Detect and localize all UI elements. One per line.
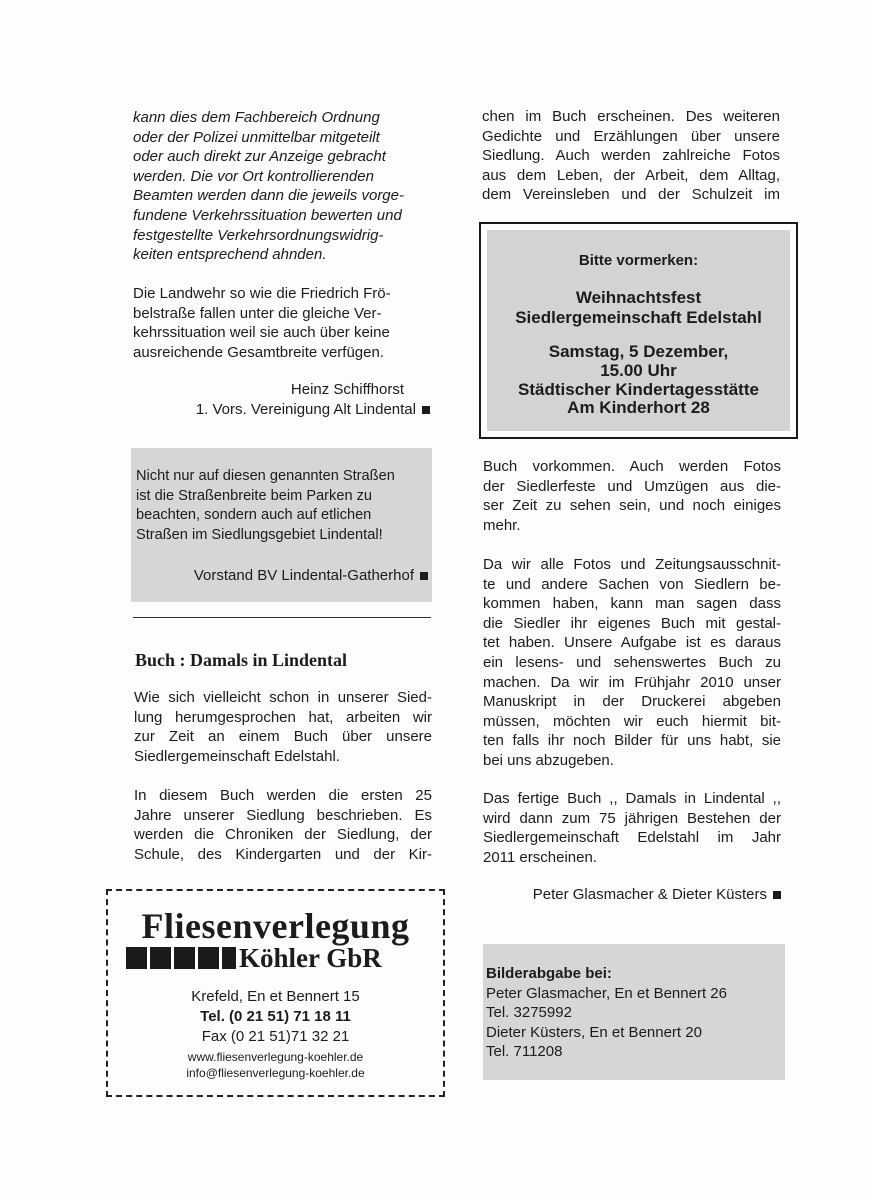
text-line: Die Landwehr so wie die Friedrich Frö-	[133, 285, 391, 302]
event-notice-frame	[479, 222, 798, 439]
text-line: Tel. 711208	[486, 1043, 563, 1061]
end-square-icon	[420, 572, 428, 580]
ad-subtitle-row	[126, 943, 426, 973]
right-top-paragraph	[482, 107, 780, 205]
text-line: te und andere Sachen von Siedlern be-	[483, 575, 781, 593]
text-line: werden die Chroniken der Siedlung, der	[134, 826, 432, 844]
signature-text: Vorstand BV Lindental-Gatherhof	[193, 567, 414, 584]
text-line: kehrssituation weil sie auch über keine	[133, 324, 390, 342]
text-line: beachten, sondern auch auf etlichen	[136, 507, 372, 524]
text-line: Peter Glasmacher, En et Bennert 26	[486, 984, 727, 1002]
ad-title: Fliesenverlegung	[141, 906, 410, 946]
tile-block-icon	[126, 947, 147, 969]
signature-name: Heinz Schiffhorst	[290, 381, 404, 398]
event-time: 15.00 Uhr	[600, 361, 677, 380]
text-line: zur Zeit an einem Buch über unsere	[134, 728, 432, 746]
divider	[133, 617, 431, 618]
text-line: ser Zeit zu sehen sein, und noch einiges	[483, 497, 781, 515]
text-line: Das fertige Buch ,, Damals in Lindental ,,	[483, 790, 781, 807]
text-line: Jahre unserer Siedlung beschrieben. Es	[134, 806, 432, 824]
text-line: Straßen im Siedlungsgebiet Lindental!	[136, 526, 383, 543]
parking-notice-text	[136, 467, 432, 545]
text-line: Manuskript in der Druckerei abgeben	[483, 693, 781, 711]
signature-glasmacher-kuesters	[483, 885, 781, 905]
signature-role	[133, 400, 430, 420]
end-square-icon	[422, 406, 430, 414]
event-place-1: Städtischer Kindertagesstätte	[518, 380, 759, 399]
text-line: Siedlergemeinschaft Edelstahl.	[134, 747, 340, 765]
text-line: ein lesens- und sehenswertes Buch zu	[483, 653, 781, 671]
intro-paragraph	[133, 108, 433, 265]
text-line: die Siedler ihr eigenes Buch mit gestal-	[483, 614, 781, 632]
text-line: chen im Buch erscheinen. Des weiteren	[482, 108, 780, 125]
text-line: ausreichende Gesamtbreite verfügen.	[133, 343, 384, 361]
text-line: Gedichte und Erzählungen über unsere	[482, 127, 780, 145]
text-line: müssen, möchten wir euch hiermit bit-	[483, 712, 781, 730]
text-line: belstraße fallen unter die gleiche Ver-	[133, 304, 382, 322]
text-line: fundene Verkehrssituation bewerten und	[133, 206, 402, 224]
signature-text: Peter Glasmacher & Dieter Küsters	[532, 886, 767, 903]
event-header: Bitte vormerken:	[578, 252, 699, 269]
text-line: aus dem Leben, der Arbeit, dem Alltag,	[482, 166, 780, 184]
tile-block-icon	[174, 947, 195, 969]
right-paragraph-3	[483, 789, 781, 867]
parking-notice-signature	[136, 566, 428, 586]
text-line: kann dies dem Fachbereich Ordnung	[133, 109, 380, 126]
text-line: bei uns abzugeben.	[483, 751, 614, 769]
ad-website: www.fliesenverlegung-koehler.de	[187, 1050, 364, 1064]
advertisement-fliesenverlegung	[106, 889, 445, 1097]
text-line: Siedlergemeinschaft Edelstahl im Jahr	[483, 829, 781, 847]
text-line: kommen haben, kann man sagen dass	[483, 595, 781, 613]
ad-email: info@fliesenverlegung-koehler.de	[186, 1066, 365, 1080]
text-line: In diesem Buch werden die ersten 25	[134, 787, 432, 804]
text-line: Beamten werden dann die jeweils vorge-	[133, 187, 404, 205]
text-line: der Siedlerfeste und Umzügen aus die-	[483, 477, 781, 495]
text-line: dem Vereinsleben und der Schulzeit im	[482, 186, 780, 204]
text-line: wird dann zum 75 jährigen Bestehen der	[483, 809, 781, 827]
text-line: festgestellte Verkehrsordnungswidrig-	[133, 226, 384, 244]
tile-block-icon	[222, 947, 236, 969]
article-paragraph-2	[134, 786, 432, 864]
signature-role-text: 1. Vors. Vereinigung Alt Lindental	[195, 400, 416, 418]
text-line: lung herumgesprochen hat, arbeiten wir	[134, 708, 432, 726]
text-line: Dieter Küsters, En et Bennert 20	[486, 1023, 702, 1041]
text-line: Da wir alle Fotos und Zeitungsausschnit-	[483, 556, 781, 573]
signature-schiffhorst	[133, 380, 430, 419]
text-line: mehr.	[483, 516, 521, 534]
text-line: werden. Die vor Ort kontrollierenden	[133, 167, 374, 185]
end-square-icon	[773, 891, 781, 899]
event-title-1: Weihnachtsfest	[575, 288, 702, 307]
text-line: ist die Straßenbreite beim Parken zu	[136, 487, 373, 504]
ad-fax: Fax (0 21 51)71 32 21	[201, 1028, 350, 1045]
contact-title: Bilderabgabe bei:	[486, 965, 612, 982]
text-line: Wie sich vielleicht schon in unserer Sied-	[134, 689, 432, 706]
event-title-2: Siedlergemeinschaft Edelstahl	[515, 308, 762, 327]
text-line: tet haben. Unsere Aufgabe ist es daraus	[483, 634, 781, 652]
tile-block-icon	[150, 947, 171, 969]
event-date: Samstag, 5 Dezember,	[548, 342, 729, 361]
ad-subtitle: Köhler GbR	[239, 943, 382, 973]
ad-phone: Tel. (0 21 51) 71 18 11	[200, 1008, 351, 1025]
text-line: oder der Polizei unmittelbar mitgeteilt	[133, 128, 380, 146]
article-heading: Buch : Damals in Lindental	[135, 650, 348, 670]
text-line: oder auch direkt zur Anzeige gebracht	[133, 148, 386, 166]
event-notice-box	[487, 230, 790, 431]
text-line: 2011 erscheinen.	[483, 848, 597, 866]
event-place-2: Am Kinderhort 28	[567, 398, 710, 417]
right-paragraph-2	[483, 555, 781, 771]
right-paragraph-1	[483, 457, 781, 535]
text-line: keiten entsprechend ahnden.	[133, 246, 327, 264]
text-line: machen. Da wir im Frühjahr 2010 unser	[483, 673, 781, 691]
ad-address: Krefeld, En et Bennert 15	[191, 988, 360, 1005]
text-line: Buch vorkommen. Auch werden Fotos	[483, 458, 781, 475]
text-line: ten falls ihr noch Bilder für uns habt, sie	[483, 732, 781, 750]
article-paragraph-1	[134, 688, 432, 766]
text-line: Nicht nur auf diesen genannten Straßen	[136, 468, 395, 484]
text-line: Schule, des Kindergarten und der Kir-	[134, 845, 432, 863]
contact-box-text	[486, 964, 782, 1062]
landwehr-paragraph	[133, 284, 433, 362]
tile-block-icon	[198, 947, 219, 969]
text-line: Siedlung. Auch werden zahlreiche Fotos	[482, 147, 780, 165]
text-line: Tel. 3275992	[486, 1004, 572, 1022]
